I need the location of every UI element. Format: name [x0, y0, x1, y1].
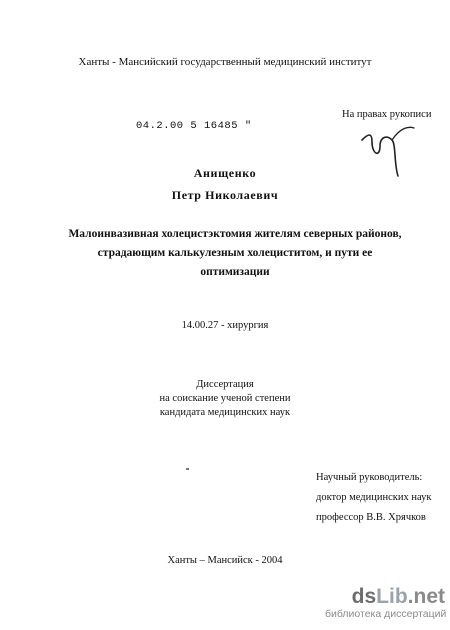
rights-notice: На правах рукописи	[342, 109, 432, 120]
degree-line: кандидата медицинских наук	[159, 407, 291, 418]
watermark-logo-lib: Lib	[376, 585, 408, 608]
specialty-code: 14.00.27 - хирургия	[181, 320, 269, 331]
supervisor-block	[316, 468, 431, 528]
dslib-watermark[interactable]	[325, 585, 447, 620]
registration-code: 04.2.00 5 16485 "	[136, 120, 252, 132]
institute-name: Ханты - Мансийский государственный медицинский институт	[78, 56, 372, 68]
dissertation-title	[55, 225, 415, 282]
city-year: Ханты – Мансийск - 2004	[167, 555, 283, 566]
author-name: Петр Николаевич	[171, 188, 279, 202]
degree-line: на соискание ученой степени	[159, 393, 291, 404]
watermark-logo-net: .net	[407, 585, 445, 608]
scan-speck	[186, 468, 189, 470]
watermark-logo	[345, 586, 445, 608]
watermark-subtitle: библиотека диссертаций	[325, 608, 447, 620]
title-line: оптимизации	[200, 266, 270, 278]
supervisor-name: профессор В.В. Хрячков	[316, 512, 426, 523]
author-surname: Анищенко	[193, 166, 257, 180]
degree-statement	[0, 378, 450, 420]
watermark-logo-ds: ds	[351, 585, 377, 608]
supervisor-label: Научный руководитель:	[316, 472, 423, 483]
degree-line: Диссертация	[196, 379, 254, 390]
title-line: страдающим калькулезным холециститом, и пути ее	[97, 247, 373, 259]
title-line: Малоинвазивная холецистэктомия жителям северных районов,	[68, 228, 402, 240]
supervisor-degree: доктор медицинских наук	[316, 492, 432, 503]
